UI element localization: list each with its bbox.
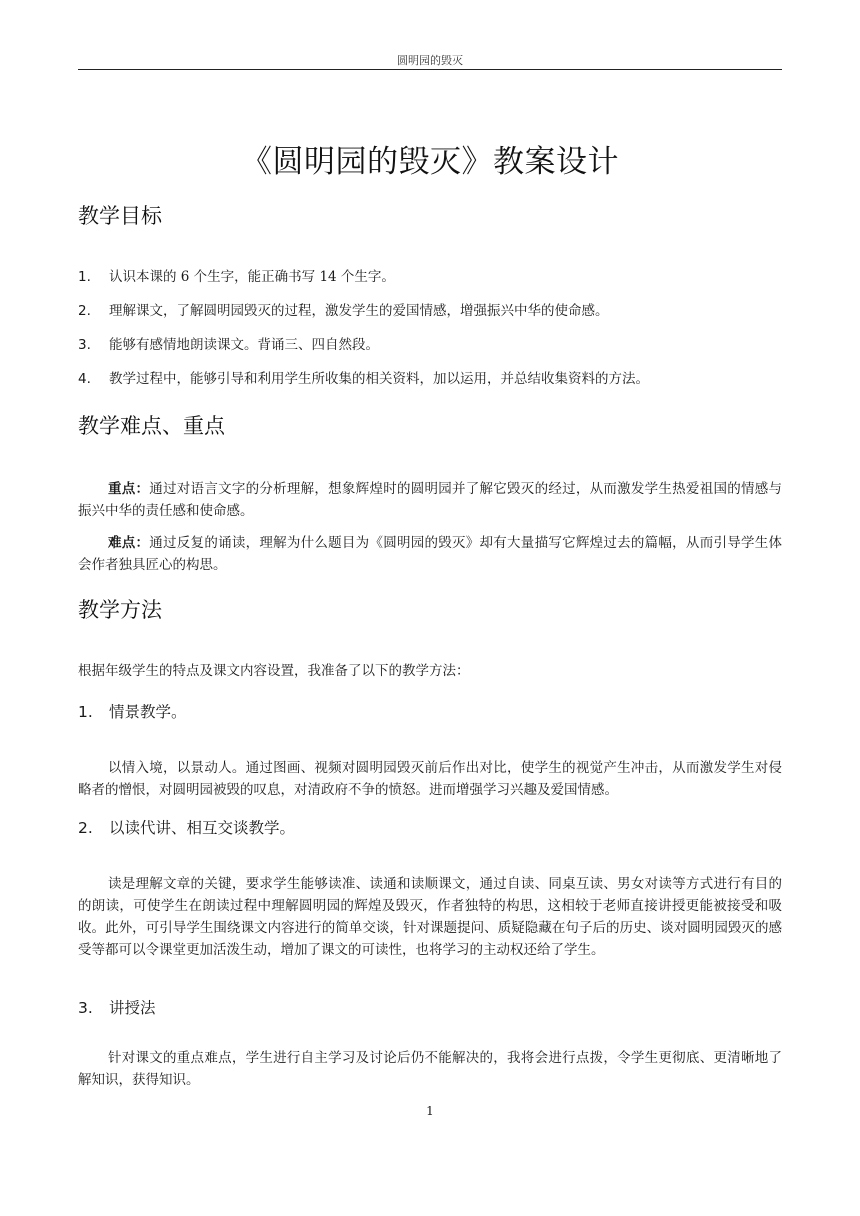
method-body: 读是理解文章的关键，要求学生能够读准、读通和读顺课文，通过自读、同桌互读、男女对读等方式进行有目的的朗读，可使学生在朗读过程中理解圆明园的辉煌及毁灭，作者独特的构思，这相较于老师直接讲授更能被接受和吸收。此外，可引导学生围绕课文内容进行的简单交谈，针对课题提问、质疑隐藏在句子后的历史、谈对圆明园毁灭的感受等都可以令课堂更加活泼生动，增加了课文的可读性，也将学习的主动权还给了学生。	[78, 876, 782, 958]
document-title: 《圆明园的毁灭》教案设计	[241, 144, 619, 180]
method-number: 1.	[78, 703, 93, 721]
method-title: 情景教学。	[109, 703, 187, 721]
difficulty-label: 难点：	[108, 535, 150, 551]
method-heading	[78, 816, 295, 838]
method-body: 针对课文的重点难点，学生进行自主学习及讨论后仍不能解决的，我将会进行点拨，令学生更彻底、更清晰地了解知识，获得知识。	[78, 1050, 782, 1088]
list-number: 3.	[78, 337, 91, 353]
focus-text: 通过对语言文字的分析理解，想象辉煌时的圆明园并了解它毁灭的经过，从而激发学生热爱祖国的情感与振兴中华的责任感和使命感。	[78, 481, 782, 519]
list-number: 4.	[78, 371, 91, 387]
list-item	[78, 302, 782, 321]
header-rule	[78, 69, 782, 70]
difficulty-paragraph	[78, 532, 782, 576]
page-number: 1	[426, 1104, 434, 1118]
list-number: 2.	[78, 303, 91, 319]
list-text: 能够有感情地朗读课文。背诵三、四自然段。	[109, 337, 379, 353]
method-body: 以情入境，以景动人。通过图画、视频对圆明园毁灭前后作出对比，使学生的视觉产生冲击，从而激发学生对侵略者的憎恨，对圆明园被毁的叹息，对清政府不争的愤怒。进而增强学习兴趣及爱国情感。	[78, 760, 782, 798]
section-heading-goals: 教学目标	[78, 204, 162, 228]
method-title: 以读代讲、相互交谈教学。	[109, 819, 296, 837]
focus-paragraph	[78, 478, 782, 522]
section-heading-methods: 教学方法	[78, 598, 162, 622]
difficulty-text: 通过反复的诵读，理解为什么题目为《圆明园的毁灭》却有大量描写它辉煌过去的篇幅，从而引导学生体会作者独具匠心的构思。	[78, 535, 782, 573]
method-heading	[78, 700, 187, 722]
list-item	[78, 370, 782, 389]
method-heading	[78, 996, 156, 1018]
methods-intro: 根据年级学生的特点及课文内容设置，我准备了以下的教学方法：	[78, 663, 470, 679]
list-item	[78, 336, 782, 355]
method-number: 3.	[78, 999, 93, 1017]
focus-label: 重点：	[108, 481, 150, 497]
list-item	[78, 268, 782, 287]
list-text: 教学过程中，能够引导和利用学生所收集的相关资料，加以运用，并总结收集资料的方法。	[109, 371, 649, 387]
method-number: 2.	[78, 819, 93, 837]
list-number: 1.	[78, 269, 91, 285]
section-heading-key-points: 教学难点、重点	[78, 414, 225, 438]
list-text: 理解课文，了解圆明园毁灭的过程，激发学生的爱国情感，增强振兴中华的使命感。	[109, 303, 609, 319]
list-text: 认识本课的 6 个生字，能正确书写 14 个生字。	[109, 269, 395, 285]
method-title: 讲授法	[109, 999, 156, 1017]
running-header: 圆明园的毁灭	[397, 54, 463, 67]
